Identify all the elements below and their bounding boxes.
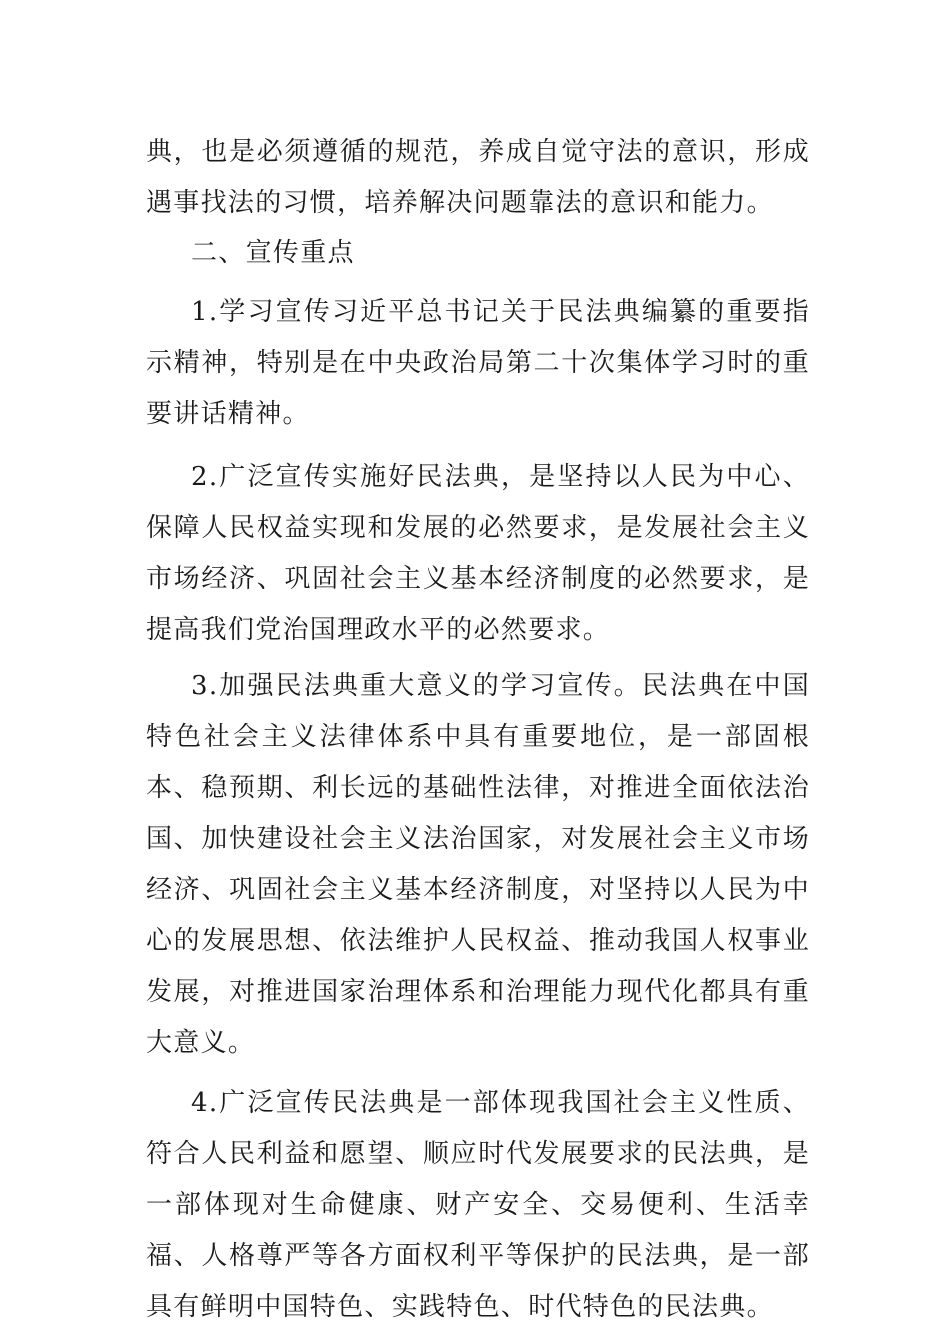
- list-item-2: 2.广泛宣传实施好民法典，是坚持以人民为中心、保障人民权益实现和发展的必然要求，是发展社会主义市场经济、巩固社会主义基本经济制度的必然要求，是提高我们党治国理政水平的必然要求。: [146, 462, 810, 645]
- section-heading: 二、宣传重点: [191, 238, 355, 268]
- continuation-paragraph: 典，也是必须遵循的规范，养成自觉守法的意识，形成遇事找法的习惯，培养解决问题靠法的意识和能力。: [146, 137, 810, 218]
- list-item-3: 3.加强民法典重大意义的学习宣传。民法典在中国特色社会主义法律体系中具有重要地位，是一部固根本、稳预期、利长远的基础性法律，对推进全面依法治国、加快建设社会主义法治国家，对发展社会主义市场经济、巩固社会主义基本经济制度，对坚持以人民为中心的发展思想、依法维护人民权益、推动我国人权事业发展，对推进国家治理体系和治理能力现代化都具有重大意义。: [146, 671, 810, 1058]
- list-item-4: 4.广泛宣传民法典是一部体现我国社会主义性质、符合人民利益和愿望、顺应时代发展要求的民法典，是一部体现对生命健康、财产安全、交易便利、生活幸福、人格尊严等各方面权利平等保护的民法典，是一部具有鲜明中国特色、实践特色、时代特色的民法典。: [146, 1088, 810, 1322]
- document-body: [146, 127, 810, 1333]
- list-item-1: 1.学习宣传习近平总书记关于民法典编纂的重要指示精神，特别是在中央政治局第二十次集体学习时的重要讲话精神。: [146, 297, 810, 429]
